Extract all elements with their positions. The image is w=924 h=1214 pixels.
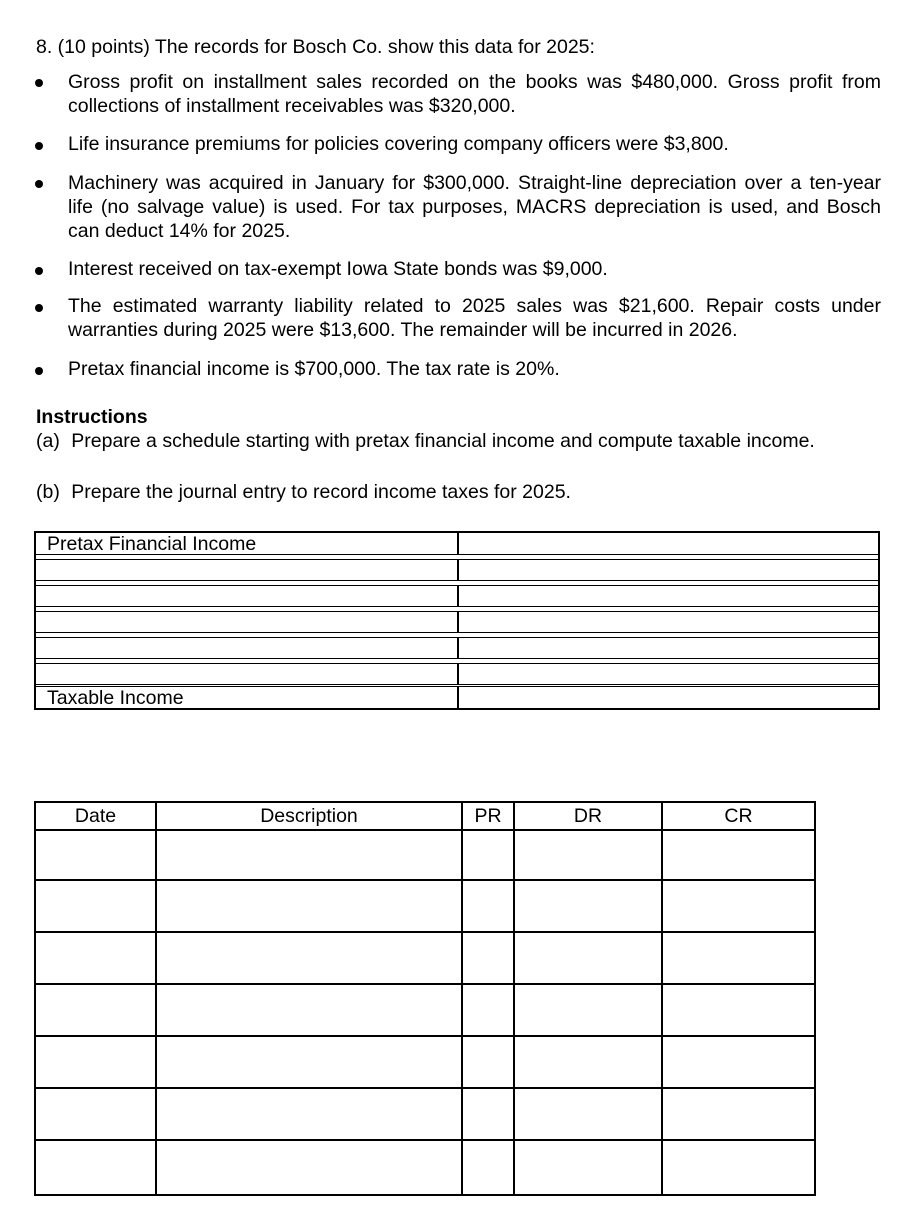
dr-cell[interactable] [515,933,663,985]
schedule-row [36,559,878,581]
schedule-row [36,533,878,555]
date-cell[interactable] [36,1089,157,1141]
dr-cell[interactable] [515,1089,663,1141]
pr-cell[interactable] [463,831,515,881]
dr-cell[interactable] [515,1037,663,1089]
schedule-label: Pretax Financial Income [47,533,257,555]
cr-cell[interactable] [663,831,814,881]
schedule-amount-cell[interactable] [458,663,878,685]
schedule-amount-cell[interactable] [458,611,878,633]
schedule-label-cell[interactable] [36,663,458,685]
dr-cell[interactable] [515,881,663,933]
schedule-label-cell[interactable] [36,585,458,607]
fact-text: Interest received on tax-exempt Iowa State bonds was $9,000. [68,258,608,280]
date-cell[interactable] [36,985,157,1037]
fact-text: Machinery was acquired in January for $300,000. Straight-line depreciation over a ten-year life (no salvage value) is used. For tax purposes, MACRS depreciation is used, and Bosch can deduct 14% for 2025. [68,172,881,242]
description-cell[interactable] [157,1141,463,1194]
bullet-icon [35,180,43,188]
schedule-row [36,637,878,659]
dr-cell[interactable] [515,985,663,1037]
journal-entry-table [34,801,816,1196]
pr-cell[interactable] [463,933,515,985]
dr-header: DR [515,803,663,831]
pr-cell[interactable] [463,1037,515,1089]
cr-cell[interactable] [663,881,814,933]
instruction-a-text: Prepare a schedule starting with pretax financial income and compute taxable income. [71,430,815,452]
cr-cell[interactable] [663,1089,814,1141]
fact-text: Pretax financial income is $700,000. The tax rate is 20%. [68,358,560,380]
instruction-b [36,480,571,505]
cr-cell[interactable] [663,1037,814,1089]
schedule-amount-cell[interactable] [458,637,878,659]
instruction-b-text: Prepare the journal entry to record income taxes for 2025. [71,481,571,503]
schedule-label-cell[interactable] [36,611,458,633]
schedule-row [36,663,878,685]
description-cell[interactable] [157,985,463,1037]
pr-cell[interactable] [463,985,515,1037]
date-header: Date [36,803,157,831]
pr-cell[interactable] [463,881,515,933]
dr-cell[interactable] [515,1141,663,1194]
schedule-label-cell[interactable] [36,533,458,555]
bullet-icon [35,367,43,375]
taxable-income-schedule [34,531,880,710]
cr-cell[interactable] [663,933,814,985]
schedule-label: Taxable Income [47,687,184,709]
schedule-label-cell[interactable] [36,637,458,659]
instruction-b-label: (b) [36,481,60,503]
bullet-icon [35,267,43,275]
instruction-a-label: (a) [36,430,60,452]
fact-text: The estimated warranty liability related to 2025 sales was $21,600. Repair costs under warranties during 2025 were $13,600. The remainder will be incurred in 2026. [68,295,881,341]
cr-header: CR [663,803,814,831]
schedule-amount-cell[interactable] [458,533,878,555]
fact-text: Gross profit on installment sales recorded on the books was $480,000. Gross profit from collections of installment receivables was $320,000. [68,71,881,117]
pr-cell[interactable] [463,1089,515,1141]
schedule-row [36,686,878,708]
schedule-label-cell[interactable] [36,686,458,708]
bullet-icon [35,142,43,150]
date-cell[interactable] [36,933,157,985]
schedule-label-cell[interactable] [36,559,458,581]
date-cell[interactable] [36,831,157,881]
dr-cell[interactable] [515,831,663,881]
description-cell[interactable] [157,1037,463,1089]
question-title: 8. (10 points) The records for Bosch Co. show this data for 2025: [36,36,595,58]
bullet-icon [35,304,43,312]
bullet-icon [35,79,43,87]
schedule-row [36,611,878,633]
description-cell[interactable] [157,831,463,881]
schedule-amount-cell[interactable] [458,559,878,581]
instructions-heading: Instructions [36,406,148,428]
description-cell[interactable] [157,1089,463,1141]
date-cell[interactable] [36,1141,157,1194]
pr-header: PR [463,803,515,831]
schedule-row [36,585,878,607]
date-cell[interactable] [36,881,157,933]
description-cell[interactable] [157,881,463,933]
description-cell[interactable] [157,933,463,985]
date-cell[interactable] [36,1037,157,1089]
fact-text: Life insurance premiums for policies covering company officers were $3,800. [68,133,729,155]
schedule-amount-cell[interactable] [458,585,878,607]
schedule-amount-cell[interactable] [458,686,878,708]
description-header: Description [157,803,463,831]
cr-cell[interactable] [663,1141,814,1194]
pr-cell[interactable] [463,1141,515,1194]
instruction-a [36,429,846,454]
cr-cell[interactable] [663,985,814,1037]
